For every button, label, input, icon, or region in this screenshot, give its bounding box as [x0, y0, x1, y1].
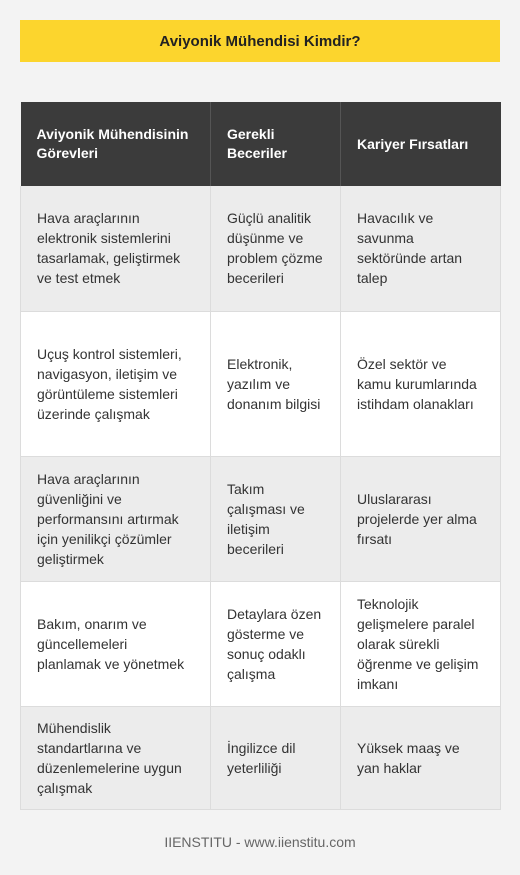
table-cell-skill: Güçlü analitik düşünme ve problem çözme becerileri	[211, 186, 341, 311]
table-cell-opportunity: Teknolojik gelişmelere paralel olarak sürekli öğrenme ve gelişim imkanı	[341, 581, 501, 706]
table-cell-opportunity: Özel sektör ve kamu kurumlarında istihdam olanakları	[341, 311, 501, 456]
table-row	[21, 706, 501, 809]
table-cell-duty: Mühendislik standartlarına ve düzenlemelerine uygun çalışmak	[21, 706, 211, 809]
table-row	[21, 311, 501, 456]
table-cell-opportunity: Havacılık ve savunma sektöründe artan talep	[341, 186, 501, 311]
table-cell-duty: Bakım, onarım ve güncellemeleri planlamak ve yönetmek	[21, 581, 211, 706]
column-header-skills: Gerekli Beceriler	[211, 102, 341, 186]
table-cell-opportunity: Uluslararası projelerde yer alma fırsatı	[341, 456, 501, 581]
table-cell-opportunity: Yüksek maaş ve yan haklar	[341, 706, 501, 809]
table-row	[21, 581, 501, 706]
column-header-duties: Aviyonik Mühendisinin Görevleri	[21, 102, 211, 186]
column-header-opportunities: Kariyer Fırsatları	[341, 102, 501, 186]
table-cell-skill: İngilizce dil yeterliliği	[211, 706, 341, 809]
table-cell-duty: Uçuş kontrol sistemleri, navigasyon, iletişim ve görüntüleme sistemleri üzerinde çalışmak	[21, 311, 211, 456]
table-cell-duty: Hava araçlarının güvenliğini ve performansını artırmak için yenilikçi çözümler geliştirmek	[21, 456, 211, 581]
page-title: Aviyonik Mühendisi Kimdir?	[20, 20, 500, 62]
table-cell-duty: Hava araçlarının elektronik sistemlerini tasarlamak, geliştirmek ve test etmek	[21, 186, 211, 311]
table-row	[21, 186, 501, 311]
table-cell-skill: Takım çalışması ve iletişim becerileri	[211, 456, 341, 581]
footer-credit: IIENSTITU - www.iienstitu.com	[164, 834, 356, 850]
table-header-row	[21, 102, 501, 186]
table-row	[21, 456, 501, 581]
table-cell-skill: Detaylara özen gösterme ve sonuç odaklı çalışma	[211, 581, 341, 706]
career-table	[20, 102, 501, 810]
table-cell-skill: Elektronik, yazılım ve donanım bilgisi	[211, 311, 341, 456]
